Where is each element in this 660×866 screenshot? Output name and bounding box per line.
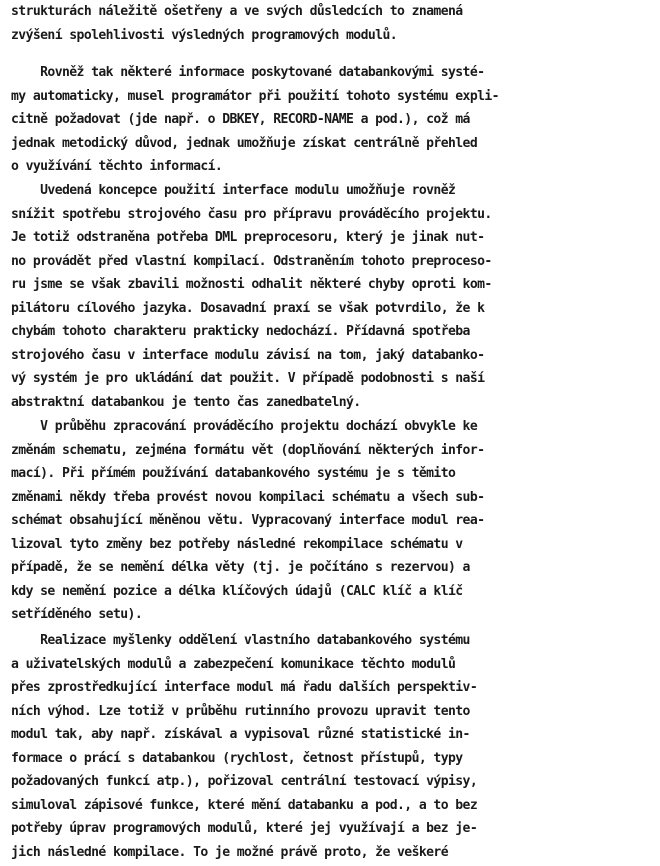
text-line: modul tak, aby např. získával a vypisoval různé statistické in- bbox=[11, 727, 470, 742]
text-line: strukturách náležitě ošetřeny a ve svých důsledcích to znamená bbox=[11, 4, 463, 19]
text-line: přes zprostředkující interface modul má řadu dalších perspektiv- bbox=[11, 680, 478, 695]
text-line: zvýšení spolehlivosti výsledných programových modulů. bbox=[11, 27, 398, 43]
text-line: vý systém je pro ukládání dat použit. V případě podobnosti s naší bbox=[11, 371, 485, 386]
text-line: jich následné kompilace. To je možné právě proto, že veškeré bbox=[11, 844, 448, 860]
text-line: změnám schematu, zejména formátu vět (doplňování některých infor- bbox=[11, 442, 485, 458]
text-line: V průběhu zpracování prováděcího projektu dochází obvykle ke bbox=[11, 419, 478, 434]
text-line: požadovaných funkcí atp.), pořizoval centrální testovací výpisy, bbox=[11, 774, 478, 789]
text-line: formace o prácí s databankou (rychlost, četnost přístupů, typy bbox=[11, 750, 463, 766]
text-line: o využívání těchto informací. bbox=[11, 159, 223, 174]
text-line: případě, že se nemění délka věty (tj. je počítáno s rezervou) a bbox=[11, 560, 470, 575]
paragraph bbox=[11, 179, 656, 414]
text-line: lizoval tyto změny bez potřeby následné rekompilace schématu v bbox=[11, 536, 463, 552]
text-line: abstraktní databankou je tento čas zanedbatelný. bbox=[11, 394, 361, 410]
text-line: Realizace myšlenky oddělení vlastního databankového systému bbox=[11, 633, 470, 648]
text-line: my automaticky, musel programátor při použití tohoto systému expli- bbox=[11, 88, 499, 104]
text-line: setříděného setu). bbox=[11, 607, 143, 622]
text-line: Je totiž odstraněna potřeba DML preprocesoru, který je jinak nut- bbox=[11, 230, 485, 245]
text-line: simuloval zápisové funkce, které mění databanku a pod., a to bez bbox=[11, 797, 478, 813]
paragraph bbox=[11, 415, 656, 627]
paragraph bbox=[11, 61, 656, 179]
text-line: kdy se nemění pozice a délka klíčových údajů (CALC klíč a klíč bbox=[11, 583, 463, 599]
text-line: změnami někdy třeba provést novou kompilaci schématu a všech sub- bbox=[11, 489, 485, 505]
text-line: mací). Při přímém používání databankového systému je s těmito bbox=[11, 466, 456, 481]
text-line: potřeby úprav programových modulů, které jej využívají a bez je- bbox=[11, 821, 478, 836]
text-line: a uživatelských modulů a zabezpečení komunikace těchto modulů bbox=[11, 656, 456, 672]
text-line: no provádět před vlastní kompilací. Odstraněním tohoto preproceso- bbox=[11, 253, 492, 269]
text-line: chybám tohoto charakteru prakticky nedochází. Přídavná spotřeba bbox=[11, 324, 470, 339]
text-line: ru jsme se však zbavili možnosti odhalit některé chyby oproti kom- bbox=[11, 277, 492, 292]
text-line: jednak metodický důvod, jednak umožňuje získat centrálně přehled bbox=[11, 135, 478, 151]
paragraph bbox=[11, 629, 656, 864]
text-line: pilátoru cílového jazyka. Dosavadní praxí se však potvrdilo, že k bbox=[11, 300, 485, 316]
text-line: ních výhod. Lze totiž v průběhu rutinního provozu upravit tento bbox=[11, 703, 470, 719]
text-line: snížit spotřebu strojového času pro přípravu prováděcího projektu. bbox=[11, 206, 492, 222]
text-line: Uvedená koncepce použití interface modulu umožňuje rovněž bbox=[11, 183, 456, 198]
text-line: schémat obsahující měněnou větu. Vypracovaný interface modul rea- bbox=[11, 513, 485, 528]
text-line: citně požadovat (jde např. o DBKEY, RECORD-NAME a pod.), což má bbox=[11, 112, 470, 127]
paragraph bbox=[11, 0, 656, 47]
text-line: strojového času v interface modulu závisí na tom, jaký databanko- bbox=[11, 347, 485, 363]
text-line: Rovněž tak některé informace poskytované databankovými systé- bbox=[11, 65, 485, 80]
